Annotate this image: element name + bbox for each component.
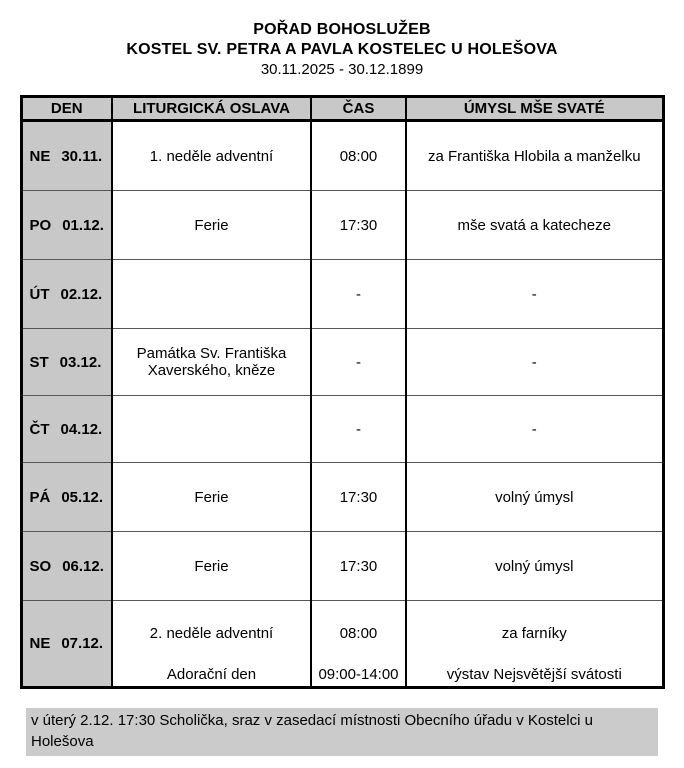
table-row — [21, 463, 663, 532]
table-row — [21, 329, 663, 396]
header-umysl: ÚMYSL MŠE SVATÉ — [406, 97, 663, 121]
day-date: 06.12. — [62, 557, 104, 575]
intention-cell: volný úmysl — [406, 463, 663, 532]
day-cell — [21, 396, 112, 463]
header-oslava: LITURGICKÁ OSLAVA — [112, 97, 311, 121]
time-cell — [311, 601, 406, 688]
intention-cell: volný úmysl — [406, 532, 663, 601]
celebration-cell: Památka Sv. Františka Xaverského, kněze — [112, 329, 311, 396]
celebration-cell: Ferie — [112, 463, 311, 532]
day-cell — [21, 601, 112, 688]
day-abbr: PO — [29, 216, 52, 234]
day-date: 07.12. — [61, 635, 104, 652]
title-block — [0, 20, 684, 80]
day-abbr: ÚT — [29, 285, 50, 303]
time-cell: - — [311, 329, 406, 396]
date-range: 30.11.2025 - 30.12.1899 — [260, 61, 424, 78]
intention-cell: mše svatá a katecheze — [406, 191, 663, 260]
header-den: DEN — [21, 97, 112, 121]
celebration-sub: Adorační den — [166, 666, 257, 683]
table-row — [21, 191, 663, 260]
time-sub: 09:00-14:00 — [318, 666, 399, 683]
celebration-cell: 1. neděle adventní — [112, 121, 311, 191]
celebration-main: 2. neděle adventní — [149, 625, 274, 642]
day-date: 02.12. — [60, 285, 103, 303]
footer-note: v úterý 2.12. 17:30 Scholička, sraz v zasedací místnosti Obecního úřadu v Kostelci u Holešova — [26, 708, 658, 756]
day-cell — [21, 191, 112, 260]
day-cell — [21, 532, 112, 601]
day-date: 04.12. — [60, 420, 103, 438]
page-title: POŘAD BOHOSLUŽEB — [253, 21, 431, 38]
time-cell: - — [311, 260, 406, 329]
intention-cell: - — [406, 329, 663, 396]
intention-sub: výstav Nejsvětější svátosti — [446, 666, 622, 683]
time-cell: 17:30 — [311, 191, 406, 260]
table-row — [21, 121, 663, 191]
day-abbr: PÁ — [29, 488, 51, 506]
intention-cell — [406, 601, 663, 688]
time-cell: 17:30 — [311, 463, 406, 532]
table-row — [21, 396, 663, 463]
intention-cell: - — [406, 260, 663, 329]
celebration-cell: Ferie — [112, 191, 311, 260]
table-row — [21, 260, 663, 329]
day-cell — [21, 329, 112, 396]
intention-main: za farníky — [501, 625, 567, 642]
time-cell: 17:30 — [311, 532, 406, 601]
time-cell: - — [311, 396, 406, 463]
celebration-cell: Ferie — [112, 532, 311, 601]
header-cas: ČAS — [311, 97, 406, 121]
time-cell: 08:00 — [311, 121, 406, 191]
day-abbr: ČT — [29, 420, 50, 438]
day-abbr: NE — [29, 635, 51, 652]
day-abbr: NE — [29, 147, 51, 165]
time-main: 08:00 — [339, 625, 378, 642]
day-cell — [21, 463, 112, 532]
day-cell — [21, 260, 112, 329]
day-date: 30.11. — [61, 147, 103, 165]
church-name: KOSTEL SV. PETRA A PAVLA KOSTELEC U HOLEŠOVA — [126, 41, 558, 58]
day-cell — [21, 121, 112, 191]
day-date: 05.12. — [61, 488, 104, 506]
intention-cell: za Františka Hlobila a manželku — [406, 121, 663, 191]
schedule-table — [20, 95, 665, 689]
table-row — [21, 532, 663, 601]
table-header-row — [21, 97, 663, 121]
intention-cell: - — [406, 396, 663, 463]
celebration-cell — [112, 260, 311, 329]
day-abbr: SO — [29, 557, 52, 575]
celebration-cell — [112, 396, 311, 463]
day-date: 01.12. — [62, 216, 104, 234]
day-date: 03.12. — [59, 353, 102, 371]
celebration-cell — [112, 601, 311, 688]
table-row — [21, 601, 663, 688]
day-abbr: ST — [29, 353, 49, 371]
